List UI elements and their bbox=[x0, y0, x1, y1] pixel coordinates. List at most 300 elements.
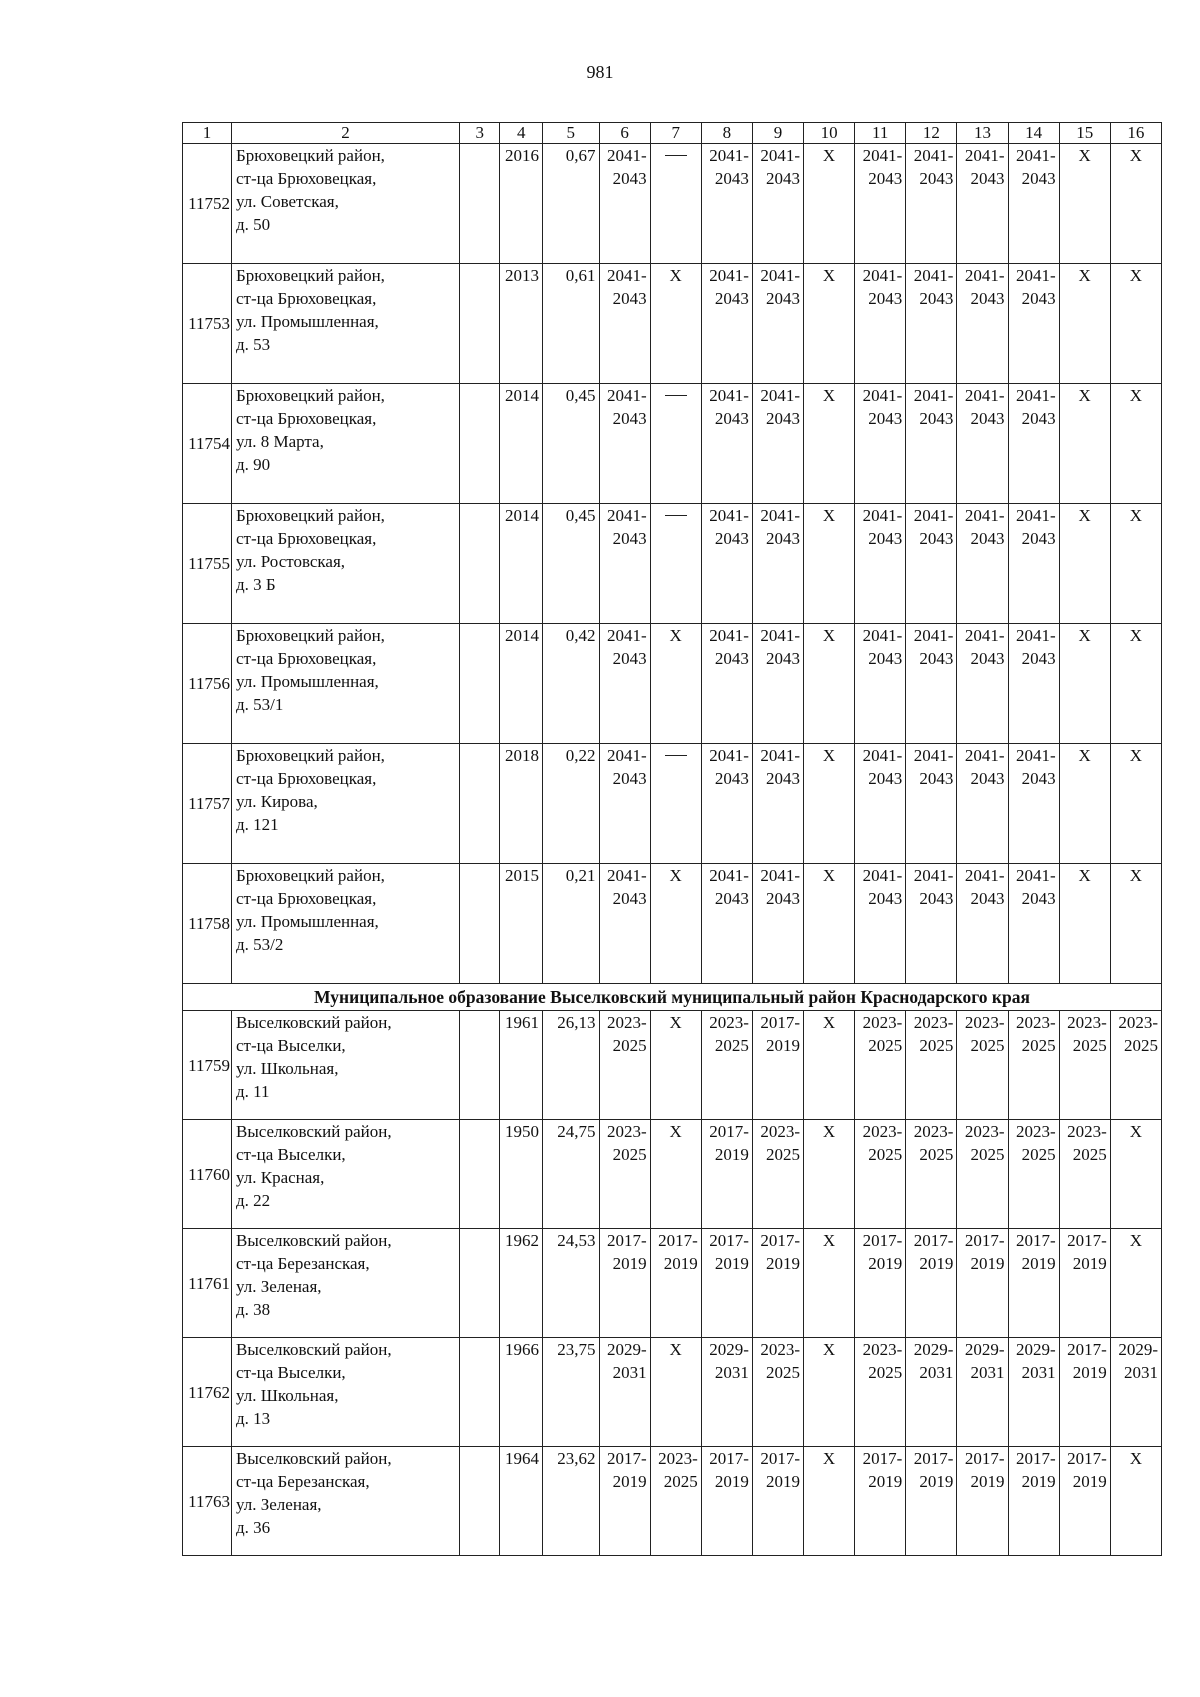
table-row bbox=[183, 1338, 1162, 1447]
address-line: ст-ца Брюховецкая, bbox=[236, 769, 377, 788]
column-number-row bbox=[183, 123, 1162, 144]
period-cell-12 bbox=[906, 384, 957, 504]
cell-line: 2029- bbox=[1118, 1340, 1158, 1359]
cell-line: 2041- bbox=[760, 746, 800, 765]
period-cell-7 bbox=[650, 384, 701, 504]
cell-line: 2025 bbox=[714, 1036, 749, 1055]
cell-line: 2025 bbox=[612, 1145, 647, 1164]
address-line: ст-ца Брюховецкая, bbox=[236, 889, 377, 908]
cell-line: 2029- bbox=[913, 1340, 954, 1359]
period-cell-16: X bbox=[1110, 1229, 1161, 1338]
cell-line: 2041- bbox=[862, 506, 903, 525]
cell-line: 2023- bbox=[1015, 1013, 1056, 1032]
period-cell-10: X bbox=[804, 264, 855, 384]
cell-line: 2025 bbox=[766, 1363, 800, 1382]
period-cell-16: X bbox=[1110, 744, 1161, 864]
cell-line: 2043 bbox=[970, 769, 1005, 788]
column-number-15: 15 bbox=[1059, 123, 1110, 144]
value-cell: 24,75 bbox=[543, 1120, 599, 1229]
cell-line: 2043 bbox=[612, 289, 647, 308]
cell-line: 2025 bbox=[1021, 1036, 1056, 1055]
cell-line: 2017- bbox=[913, 1231, 954, 1250]
address-line: д. 50 bbox=[236, 215, 271, 234]
address-line: ул. 8 Марта, bbox=[236, 432, 324, 451]
cell-line: 2041- bbox=[913, 266, 954, 285]
cell-line: 2023- bbox=[913, 1013, 954, 1032]
row-id: 11756 bbox=[183, 624, 232, 744]
column-number-2: 2 bbox=[232, 123, 460, 144]
period-cell-13 bbox=[957, 504, 1008, 624]
table-row bbox=[183, 384, 1162, 504]
cell-line: 2043 bbox=[868, 769, 903, 788]
address-line: ул. Промышленная, bbox=[236, 312, 379, 331]
address-line: ст-ца Брюховецкая, bbox=[236, 289, 377, 308]
period-cell-15: X bbox=[1059, 504, 1110, 624]
empty-cell bbox=[459, 1229, 499, 1338]
period-cell-6 bbox=[599, 1338, 650, 1447]
cell-line: 2043 bbox=[766, 769, 800, 788]
period-cell-12 bbox=[906, 1120, 957, 1229]
year-cell: 1962 bbox=[500, 1229, 543, 1338]
address-line: Выселковский район, bbox=[236, 1449, 392, 1468]
period-cell-15 bbox=[1059, 1447, 1110, 1556]
period-cell-8 bbox=[701, 144, 752, 264]
table-row bbox=[183, 264, 1162, 384]
cell-line: 2019 bbox=[868, 1472, 903, 1491]
period-cell-10: X bbox=[804, 744, 855, 864]
period-cell-11 bbox=[855, 1338, 906, 1447]
value-cell: 0,21 bbox=[543, 864, 599, 984]
cell-line: 2043 bbox=[612, 649, 647, 668]
year-cell: 2014 bbox=[500, 624, 543, 744]
cell-line: 2025 bbox=[766, 1145, 800, 1164]
period-cell-9 bbox=[752, 1120, 803, 1229]
period-cell-14 bbox=[1008, 624, 1059, 744]
period-cell-8 bbox=[701, 1338, 752, 1447]
period-cell-14 bbox=[1008, 144, 1059, 264]
column-number-1: 1 bbox=[183, 123, 232, 144]
cell-line: 2043 bbox=[714, 529, 749, 548]
cell-line: 2043 bbox=[714, 409, 749, 428]
period-cell-13 bbox=[957, 1447, 1008, 1556]
address-line: д. 90 bbox=[236, 455, 271, 474]
period-cell-16: X bbox=[1110, 864, 1161, 984]
period-cell-15: X bbox=[1059, 864, 1110, 984]
cell-line: 2041- bbox=[964, 146, 1005, 165]
cell-line: 2041- bbox=[964, 386, 1005, 405]
cell-line: 2041- bbox=[1015, 626, 1056, 645]
cell-line: 2023- bbox=[862, 1013, 903, 1032]
period-cell-9 bbox=[752, 864, 803, 984]
address-line: ул. Советская, bbox=[236, 192, 339, 211]
cell-line: 2017- bbox=[760, 1231, 800, 1250]
cell-line: 2041- bbox=[964, 866, 1005, 885]
period-cell-15: X bbox=[1059, 744, 1110, 864]
address-line: д. 121 bbox=[236, 815, 279, 834]
cell-line: 2025 bbox=[868, 1036, 903, 1055]
period-cell-7 bbox=[650, 504, 701, 624]
cell-line: 2041- bbox=[709, 746, 749, 765]
cell-line: 2019 bbox=[766, 1036, 800, 1055]
column-number-5: 5 bbox=[543, 123, 599, 144]
period-cell-15 bbox=[1059, 1229, 1110, 1338]
period-cell-10: X bbox=[804, 144, 855, 264]
year-cell: 1964 bbox=[500, 1447, 543, 1556]
period-cell-12 bbox=[906, 264, 957, 384]
cell-line: 2019 bbox=[612, 1254, 647, 1273]
period-cell-14 bbox=[1008, 1229, 1059, 1338]
period-cell-7 bbox=[650, 1447, 701, 1556]
row-id: 11758 bbox=[183, 864, 232, 984]
period-cell-15: X bbox=[1059, 144, 1110, 264]
period-cell-12 bbox=[906, 144, 957, 264]
value-cell: 0,61 bbox=[543, 264, 599, 384]
cell-line: 2041- bbox=[913, 506, 954, 525]
cell-line: 2017- bbox=[1067, 1231, 1107, 1250]
cell-line: 2041- bbox=[862, 266, 903, 285]
table-row bbox=[183, 504, 1162, 624]
cell-line: 2017- bbox=[658, 1231, 698, 1250]
cell-line: 2017- bbox=[964, 1449, 1005, 1468]
empty-cell bbox=[459, 384, 499, 504]
address-line: Выселковский район, bbox=[236, 1122, 392, 1141]
period-cell-13 bbox=[957, 1338, 1008, 1447]
cell-line: 2029- bbox=[1015, 1340, 1056, 1359]
period-cell-8 bbox=[701, 264, 752, 384]
cell-line: 2025 bbox=[1072, 1036, 1107, 1055]
cell-line: 2043 bbox=[612, 409, 647, 428]
cell-line: 2043 bbox=[766, 289, 800, 308]
period-cell-10: X bbox=[804, 384, 855, 504]
cell-line: 2041- bbox=[1015, 146, 1056, 165]
cell-line: 2029- bbox=[964, 1340, 1005, 1359]
period-cell-10: X bbox=[804, 1120, 855, 1229]
cell-line: 2019 bbox=[612, 1472, 647, 1491]
column-number-9: 9 bbox=[752, 123, 803, 144]
period-cell-12 bbox=[906, 1447, 957, 1556]
period-cell-11 bbox=[855, 1229, 906, 1338]
cell-line: 2025 bbox=[1021, 1145, 1056, 1164]
cell-line: 2019 bbox=[714, 1145, 749, 1164]
cell-line: 2043 bbox=[970, 169, 1005, 188]
period-cell-15 bbox=[1059, 1338, 1110, 1447]
period-cell-13 bbox=[957, 384, 1008, 504]
period-cell-11 bbox=[855, 384, 906, 504]
row-id: 11760 bbox=[183, 1120, 232, 1229]
cell-line: 2043 bbox=[970, 529, 1005, 548]
period-cell-8 bbox=[701, 1447, 752, 1556]
period-cell-9 bbox=[752, 1011, 803, 1120]
address-line: д. 36 bbox=[236, 1518, 271, 1537]
cell-line: 2041- bbox=[760, 506, 800, 525]
cell-line: 2041- bbox=[1015, 866, 1056, 885]
period-cell-14 bbox=[1008, 744, 1059, 864]
period-cell-6 bbox=[599, 504, 650, 624]
address-line: Брюховецкий район, bbox=[236, 626, 385, 645]
table-row bbox=[183, 1011, 1162, 1120]
cell-line: 2041- bbox=[760, 866, 800, 885]
address-line: ст-ца Брюховецкая, bbox=[236, 169, 377, 188]
cell-line: 2025 bbox=[868, 1363, 903, 1382]
period-cell-7: X bbox=[650, 1338, 701, 1447]
column-number-16: 16 bbox=[1110, 123, 1161, 144]
address-line: д. 53/2 bbox=[236, 935, 284, 954]
cell-line: 2043 bbox=[766, 529, 800, 548]
address-line: Выселковский район, bbox=[236, 1340, 392, 1359]
address-cell bbox=[232, 1011, 460, 1120]
cell-line: 2041- bbox=[964, 626, 1005, 645]
cell-line: 2023- bbox=[862, 1340, 903, 1359]
period-cell-16: X bbox=[1110, 384, 1161, 504]
cell-line: 2019 bbox=[714, 1472, 749, 1491]
cell-line: 2025 bbox=[1072, 1145, 1107, 1164]
year-cell: 2016 bbox=[500, 144, 543, 264]
address-cell bbox=[232, 264, 460, 384]
empty-cell bbox=[459, 1447, 499, 1556]
cell-line: 2041- bbox=[862, 746, 903, 765]
period-cell-7: X bbox=[650, 264, 701, 384]
period-cell-9 bbox=[752, 624, 803, 744]
period-cell-7 bbox=[650, 1229, 701, 1338]
period-cell-13 bbox=[957, 864, 1008, 984]
period-cell-13 bbox=[957, 1229, 1008, 1338]
cell-line: 2017- bbox=[1067, 1340, 1107, 1359]
cell-line: 2043 bbox=[1021, 889, 1056, 908]
row-id: 11763 bbox=[183, 1447, 232, 1556]
cell-line: 2043 bbox=[919, 649, 954, 668]
period-cell-10: X bbox=[804, 504, 855, 624]
cell-line: 2043 bbox=[714, 169, 749, 188]
cell-line: 2023- bbox=[606, 1013, 647, 1032]
cell-line: 2017- bbox=[964, 1231, 1005, 1250]
address-line: д. 3 Б bbox=[236, 575, 276, 594]
period-cell-7: X bbox=[650, 864, 701, 984]
cell-line: 2043 bbox=[1021, 409, 1056, 428]
cell-line: 2031 bbox=[1021, 1363, 1056, 1382]
period-cell-7: X bbox=[650, 1011, 701, 1120]
address-line: д. 53 bbox=[236, 335, 271, 354]
period-cell-6 bbox=[599, 744, 650, 864]
period-cell-10: X bbox=[804, 1447, 855, 1556]
cell-line: 2041- bbox=[760, 626, 800, 645]
cell-line: 2041- bbox=[709, 386, 749, 405]
period-cell-11 bbox=[855, 504, 906, 624]
cell-line: 2041- bbox=[760, 146, 800, 165]
address-cell bbox=[232, 1338, 460, 1447]
cell-line: 2043 bbox=[612, 169, 647, 188]
period-cell-13 bbox=[957, 264, 1008, 384]
cell-line: 2041- bbox=[606, 386, 647, 405]
cell-line: 2025 bbox=[663, 1472, 698, 1491]
period-cell-16: X bbox=[1110, 624, 1161, 744]
address-cell bbox=[232, 1229, 460, 1338]
period-cell-12 bbox=[906, 504, 957, 624]
address-line: ст-ца Брюховецкая, bbox=[236, 649, 377, 668]
empty-cell bbox=[459, 1120, 499, 1229]
table-row bbox=[183, 1229, 1162, 1338]
cell-line: 2025 bbox=[919, 1036, 954, 1055]
cell-line: 2041- bbox=[709, 506, 749, 525]
address-cell bbox=[232, 1120, 460, 1229]
cell-line: 2041- bbox=[709, 626, 749, 645]
cell-line: 2019 bbox=[766, 1254, 800, 1273]
address-line: ул. Зеленая, bbox=[236, 1277, 322, 1296]
period-cell-8 bbox=[701, 864, 752, 984]
empty-cell bbox=[459, 144, 499, 264]
address-line: ст-ца Брюховецкая, bbox=[236, 409, 377, 428]
period-cell-8 bbox=[701, 504, 752, 624]
value-cell: 26,13 bbox=[543, 1011, 599, 1120]
cell-line: 2019 bbox=[1021, 1472, 1056, 1491]
cell-line: 2023- bbox=[964, 1013, 1005, 1032]
period-cell-16: X bbox=[1110, 1447, 1161, 1556]
period-cell-8 bbox=[701, 1229, 752, 1338]
address-line: Выселковский район, bbox=[236, 1013, 392, 1032]
column-number-11: 11 bbox=[855, 123, 906, 144]
value-cell: 23,75 bbox=[543, 1338, 599, 1447]
cell-line: 2043 bbox=[919, 289, 954, 308]
address-line: Брюховецкий район, bbox=[236, 146, 385, 165]
column-number-7: 7 bbox=[650, 123, 701, 144]
address-line: д. 38 bbox=[236, 1300, 271, 1319]
period-cell-6 bbox=[599, 1011, 650, 1120]
cell-line: 2043 bbox=[714, 889, 749, 908]
address-line: ул. Ростовская, bbox=[236, 552, 346, 571]
period-cell-7 bbox=[650, 144, 701, 264]
period-cell-14 bbox=[1008, 384, 1059, 504]
period-cell-8 bbox=[701, 384, 752, 504]
cell-line: 2041- bbox=[709, 266, 749, 285]
period-cell-13 bbox=[957, 144, 1008, 264]
cell-line: 2025 bbox=[1124, 1036, 1158, 1055]
period-cell-9 bbox=[752, 744, 803, 864]
period-cell-8 bbox=[701, 624, 752, 744]
column-number-4: 4 bbox=[500, 123, 543, 144]
cell-line: 2043 bbox=[612, 529, 647, 548]
column-number-13: 13 bbox=[957, 123, 1008, 144]
period-cell-16 bbox=[1110, 1011, 1161, 1120]
period-cell-16: X bbox=[1110, 1120, 1161, 1229]
address-cell bbox=[232, 384, 460, 504]
period-cell-16: X bbox=[1110, 504, 1161, 624]
cell-line: 2017- bbox=[913, 1449, 954, 1468]
period-cell-6 bbox=[599, 144, 650, 264]
row-id: 11752 bbox=[183, 144, 232, 264]
cell-line: 2043 bbox=[868, 889, 903, 908]
period-cell-11 bbox=[855, 1011, 906, 1120]
cell-line: 2031 bbox=[714, 1363, 749, 1382]
section-row bbox=[183, 984, 1162, 1011]
cell-line: 2023- bbox=[760, 1122, 800, 1141]
cell-line: 2023- bbox=[1067, 1122, 1107, 1141]
cell-line: 2041- bbox=[606, 506, 647, 525]
row-id: 11754 bbox=[183, 384, 232, 504]
cell-line: 2025 bbox=[612, 1036, 647, 1055]
period-cell-10: X bbox=[804, 1338, 855, 1447]
year-cell: 1961 bbox=[500, 1011, 543, 1120]
period-cell-7: X bbox=[650, 1120, 701, 1229]
cell-line: 2043 bbox=[919, 529, 954, 548]
period-cell-9 bbox=[752, 144, 803, 264]
cell-line: 2017- bbox=[760, 1449, 800, 1468]
period-cell-9 bbox=[752, 1447, 803, 1556]
cell-line: 2041- bbox=[606, 746, 647, 765]
cell-line: 2019 bbox=[714, 1254, 749, 1273]
empty-cell bbox=[459, 744, 499, 864]
empty-cell bbox=[459, 1338, 499, 1447]
cell-line: 2025 bbox=[868, 1145, 903, 1164]
period-cell-8 bbox=[701, 1011, 752, 1120]
cell-line: 2043 bbox=[714, 769, 749, 788]
address-line: д. 13 bbox=[236, 1409, 271, 1428]
cell-line: 2043 bbox=[1021, 769, 1056, 788]
cell-line: 2019 bbox=[766, 1472, 800, 1491]
year-cell: 2014 bbox=[500, 504, 543, 624]
address-cell bbox=[232, 1447, 460, 1556]
cell-line: 2043 bbox=[919, 409, 954, 428]
cell-line: 2019 bbox=[970, 1254, 1005, 1273]
cell-line: 2041- bbox=[760, 386, 800, 405]
period-cell-7: X bbox=[650, 624, 701, 744]
cell-line: 2043 bbox=[766, 889, 800, 908]
address-line: Брюховецкий район, bbox=[236, 266, 385, 285]
period-cell-10: X bbox=[804, 1011, 855, 1120]
cell-line: 2019 bbox=[1072, 1363, 1107, 1382]
cell-line: 2023- bbox=[709, 1013, 749, 1032]
address-line: Брюховецкий район, bbox=[236, 506, 385, 525]
address-line: д. 22 bbox=[236, 1191, 271, 1210]
cell-line: 2041- bbox=[964, 746, 1005, 765]
cell-line: 2041- bbox=[862, 386, 903, 405]
cell-line: 2043 bbox=[970, 289, 1005, 308]
address-line: д. 53/1 bbox=[236, 695, 284, 714]
cell-line: 2023- bbox=[760, 1340, 800, 1359]
period-cell-6 bbox=[599, 864, 650, 984]
cell-line: 2043 bbox=[766, 409, 800, 428]
cell-line: 2023- bbox=[658, 1449, 698, 1468]
empty-cell bbox=[459, 624, 499, 744]
period-cell-10: X bbox=[804, 1229, 855, 1338]
cell-line: 2043 bbox=[868, 169, 903, 188]
address-line: д. 11 bbox=[236, 1082, 270, 1101]
cell-line: 2041- bbox=[709, 866, 749, 885]
period-cell-9 bbox=[752, 384, 803, 504]
period-cell-6 bbox=[599, 384, 650, 504]
period-cell-15 bbox=[1059, 1011, 1110, 1120]
dash-line bbox=[665, 155, 687, 156]
period-cell-14 bbox=[1008, 1447, 1059, 1556]
value-cell: 0,45 bbox=[543, 384, 599, 504]
address-line: ул. Красная, bbox=[236, 1168, 325, 1187]
cell-line: 2041- bbox=[760, 266, 800, 285]
cell-line: 2025 bbox=[970, 1145, 1005, 1164]
period-cell-8 bbox=[701, 1120, 752, 1229]
period-cell-15 bbox=[1059, 1120, 1110, 1229]
cell-line: 2043 bbox=[612, 769, 647, 788]
cell-line: 2029- bbox=[709, 1340, 749, 1359]
cell-line: 2031 bbox=[612, 1363, 647, 1382]
address-cell bbox=[232, 144, 460, 264]
cell-line: 2041- bbox=[606, 266, 647, 285]
column-number-12: 12 bbox=[906, 123, 957, 144]
period-cell-14 bbox=[1008, 1011, 1059, 1120]
address-line: Брюховецкий район, bbox=[236, 386, 385, 405]
column-number-14: 14 bbox=[1008, 123, 1059, 144]
cell-line: 2043 bbox=[868, 529, 903, 548]
period-cell-9 bbox=[752, 1229, 803, 1338]
period-cell-14 bbox=[1008, 504, 1059, 624]
period-cell-6 bbox=[599, 1120, 650, 1229]
